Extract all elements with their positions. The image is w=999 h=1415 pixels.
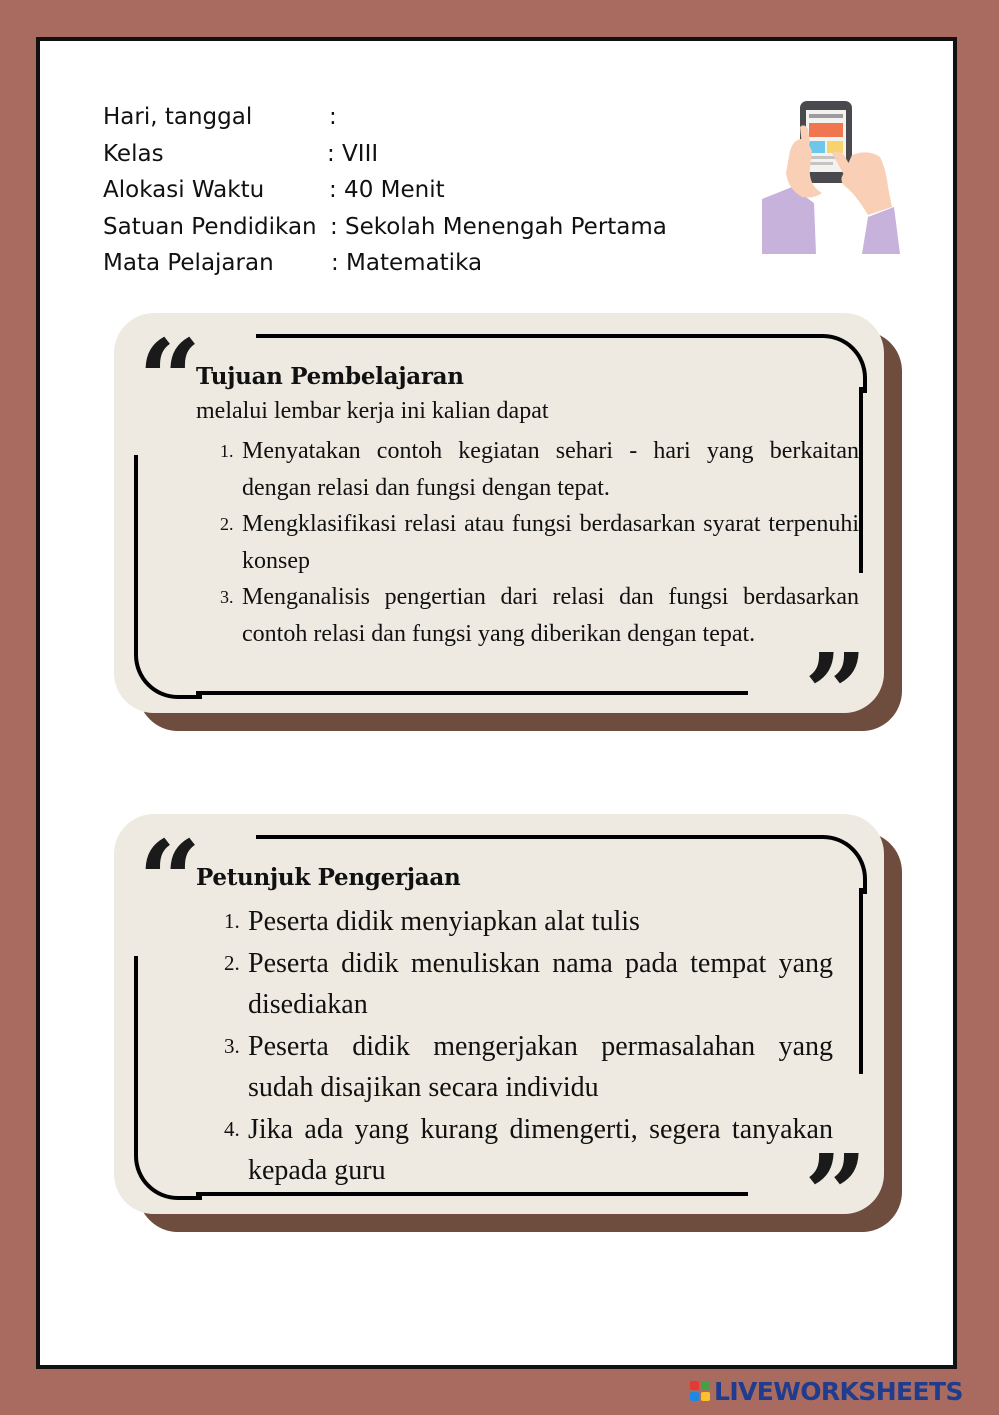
info-label: Mata Pelajaran — [103, 250, 274, 276]
list-item — [224, 901, 833, 943]
frame-top-line — [256, 334, 812, 338]
list-number: 3. — [220, 587, 234, 607]
frame-bottom-line — [196, 1192, 748, 1196]
worksheet-page — [36, 37, 957, 1369]
list-number: 1. — [224, 909, 240, 933]
info-value: : 40 Menit — [329, 177, 445, 203]
frame-right-line — [859, 387, 863, 573]
list-text: Peserta didik menuliskan nama pada tempat yang disediakan — [248, 947, 833, 1020]
card-title: Petunjuk Pengerjaan — [196, 864, 461, 891]
instructions-card — [114, 814, 906, 1259]
close-quote-icon: ” — [804, 629, 868, 758]
list-text: Menganalisis pengertian dari relasi dan fungsi berdasarkan contoh relasi dan fungsi yang diberikan dengan tepat. — [242, 584, 859, 647]
info-value: : Sekolah Menengah Pertama — [330, 213, 667, 240]
list-item — [220, 579, 859, 652]
frame-left-line — [134, 956, 138, 1136]
list-number: 3. — [224, 1033, 240, 1058]
logo-square — [701, 1392, 710, 1401]
card-intro: melalui lembar kerja ini kalian dapat — [196, 398, 549, 424]
close-quote-icon: ” — [804, 1130, 868, 1259]
frame-left-line — [134, 455, 138, 635]
info-value: : Matematika — [331, 250, 483, 276]
list-text: Mengklasifikasi relasi atau fungsi berdasarkan syarat terpenuhi konsep — [242, 511, 859, 574]
info-label: Kelas — [103, 140, 164, 167]
list-item — [220, 433, 859, 506]
card-title: Tujuan Pembelajaran — [196, 363, 464, 390]
hands-holding-phone-icon — [762, 99, 910, 254]
liveworksheets-watermark — [690, 1377, 963, 1405]
open-quote-icon: “ — [138, 816, 202, 945]
logo-square — [690, 1381, 699, 1390]
info-value: : VIII — [327, 140, 379, 167]
list-item — [224, 1026, 833, 1109]
list-number: 4. — [224, 1116, 240, 1141]
frame-right-line — [859, 888, 863, 1074]
instructions-list — [224, 901, 833, 1192]
liveworksheets-logo-icon — [690, 1381, 710, 1401]
frame-top-line — [256, 835, 812, 839]
info-label: Hari, tanggal — [103, 104, 253, 130]
list-text: Peserta didik menyiapkan alat tulis — [248, 906, 640, 937]
info-label: Satuan Pendidikan — [103, 213, 317, 240]
list-item — [224, 1109, 833, 1192]
logo-square — [701, 1381, 710, 1390]
list-number: 2. — [220, 514, 234, 534]
logo-square — [690, 1392, 699, 1401]
info-label: Alokasi Waktu — [103, 177, 265, 203]
list-text: Menyatakan contoh kegiatan sehari - hari yang berkaitan dengan relasi dan fungsi dengan tepat. — [242, 438, 859, 501]
list-text: Jika ada yang kurang dimengerti, segera tanyakan kepada guru — [248, 1113, 833, 1186]
learning-objectives-card — [114, 313, 906, 758]
open-quote-icon: “ — [138, 315, 202, 444]
list-text: Peserta didik mengerjakan permasalahan yang sudah disajikan secara individu — [248, 1030, 833, 1103]
list-item — [224, 943, 833, 1026]
list-item — [220, 506, 859, 579]
info-value: : — [329, 104, 337, 130]
watermark-text: LIVEWORKSHEETS — [714, 1376, 963, 1406]
objectives-list — [220, 433, 859, 652]
list-number: 1. — [220, 441, 234, 461]
frame-bottom-line — [196, 691, 748, 695]
list-number: 2. — [224, 950, 240, 975]
